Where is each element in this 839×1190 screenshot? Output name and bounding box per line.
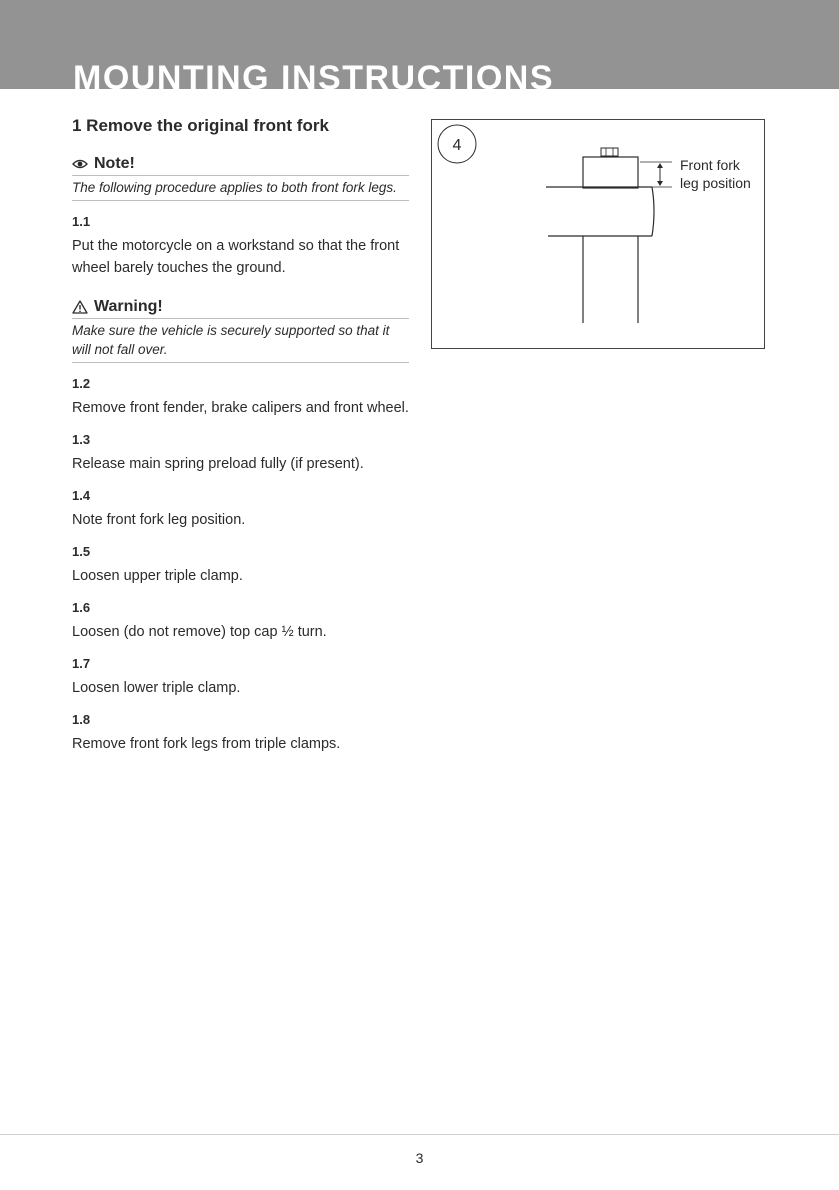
step-text: Note front fork leg position. <box>72 512 246 528</box>
note-callout <box>72 154 409 201</box>
warning-label: Warning! <box>94 298 163 315</box>
note-header <box>72 154 409 176</box>
step-item <box>72 487 409 531</box>
step-number: 1.3 <box>72 432 91 447</box>
step-text: Loosen (do not remove) top cap ½ turn. <box>72 624 327 640</box>
fork-tube-top <box>583 157 638 188</box>
triple-clamp-edge <box>652 187 654 236</box>
warning-text: Make sure the vehicle is securely supported so that it will not fall over. <box>72 319 409 363</box>
step-text: Put the motorcycle on a workstand so that the front wheel barely touches the ground. <box>72 238 400 276</box>
step-item <box>72 375 409 419</box>
step-text: Release main spring preload fully (if present). <box>72 456 364 472</box>
step-number: 1.4 <box>72 488 91 503</box>
page-number: 3 <box>415 1150 424 1166</box>
figure-number: 4 <box>452 137 462 154</box>
figure-label-line1: Front fork <box>680 157 740 173</box>
step-number: 1.5 <box>72 544 91 559</box>
note-text: The following procedure applies to both front fork legs. <box>72 176 409 201</box>
step-text: Loosen lower triple clamp. <box>72 680 241 696</box>
section-title: 1 Remove the original front fork <box>72 116 329 135</box>
warning-callout <box>72 297 409 363</box>
figure-label-line2: leg position <box>680 175 751 191</box>
page-title: MOUNTING INSTRUCTIONS <box>73 59 555 89</box>
figure-4 <box>431 119 765 349</box>
step-number: 1.6 <box>72 600 91 615</box>
step-text: Remove front fork legs from triple clamps. <box>72 736 341 752</box>
fork-diagram <box>432 120 766 350</box>
step-item <box>72 543 409 587</box>
step-text: Remove front fender, brake calipers and front wheel. <box>72 400 409 416</box>
step-item <box>72 213 409 279</box>
step-item <box>72 599 409 643</box>
warning-triangle-icon <box>72 300 88 314</box>
arrow-head-up-icon <box>657 163 663 168</box>
instructions-column <box>72 114 409 755</box>
figure-label <box>680 156 770 192</box>
step-item <box>72 655 409 699</box>
step-number: 1.2 <box>72 376 91 391</box>
footer-divider <box>0 1134 839 1135</box>
step-text: Loosen upper triple clamp. <box>72 568 243 584</box>
top-cap-bolt <box>601 148 618 156</box>
eye-icon <box>72 158 88 170</box>
header-band <box>0 0 839 89</box>
warning-header <box>72 297 409 319</box>
step-number: 1.8 <box>72 712 91 727</box>
step-item <box>72 711 409 755</box>
step-item <box>72 431 409 475</box>
step-number: 1.1 <box>72 214 91 229</box>
note-label: Note! <box>94 155 135 172</box>
arrow-head-down-icon <box>657 181 663 186</box>
step-number: 1.7 <box>72 656 91 671</box>
